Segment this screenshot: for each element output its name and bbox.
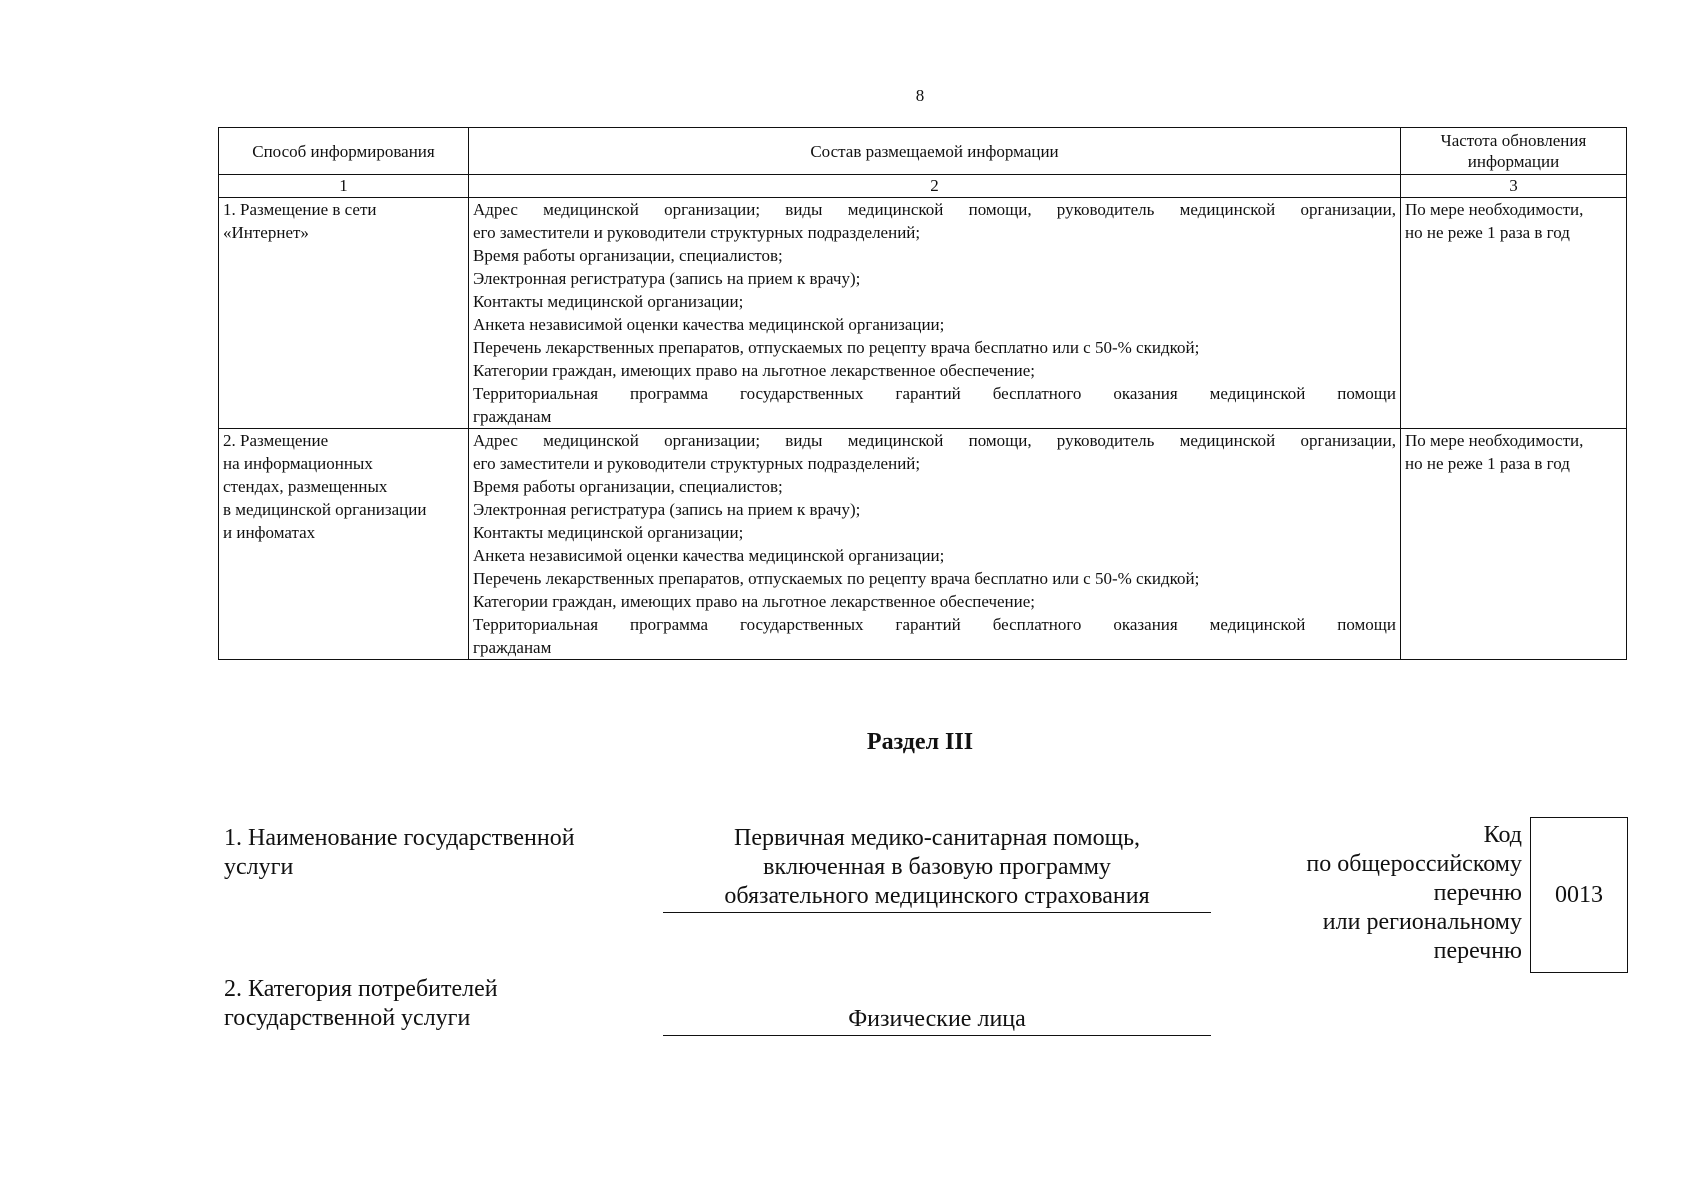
- label-line: услуги: [224, 854, 294, 880]
- cell-line: Электронная регистратура (запись на прием к врачу);: [473, 500, 861, 519]
- consumers-value: [663, 1005, 1211, 1036]
- cell-line: но не реже 1 раза в год: [1405, 223, 1570, 242]
- cell-line: Адрес медицинской организации; виды медицинской помощи, руководитель медицинской организации,: [473, 431, 1396, 450]
- value-line: обязательного медицинского страхования: [724, 883, 1150, 909]
- column-number: 1: [219, 175, 469, 198]
- cell-line: Перечень лекарственных препаратов, отпускаемых по рецепту врача бесплатно или с 50-% скидкой;: [473, 338, 1200, 357]
- cell-line: Категории граждан, имеющих право на льготное лекарственное обеспечение;: [473, 592, 1036, 611]
- cell-line: Территориальная программа государственных гарантий бесплатного оказания медицинской помощи: [473, 384, 1396, 403]
- cell-line: 2. Размещение: [223, 431, 329, 450]
- information-methods-table: [218, 127, 1627, 660]
- cell-line: Перечень лекарственных препаратов, отпускаемых по рецепту врача бесплатно или с 50-% скидкой;: [473, 569, 1200, 588]
- header-content: Состав размещаемой информации: [469, 128, 1401, 175]
- value-line: Первичная медико-санитарная помощь,: [733, 825, 1141, 851]
- column-number: 2: [469, 175, 1401, 198]
- cell-line: его заместители и руководители структурных подразделений;: [473, 223, 921, 242]
- label-line: по общероссийскому: [1306, 851, 1522, 877]
- code-value: 0013: [1555, 881, 1603, 908]
- code-label: [1260, 821, 1522, 966]
- value-line: Физические лица: [848, 1006, 1026, 1032]
- code-box: [1530, 817, 1628, 973]
- table-row: [219, 429, 1627, 660]
- label-line: Код: [1483, 822, 1522, 848]
- page-number: 8: [915, 86, 925, 105]
- cell-line: и инфоматах: [223, 523, 316, 542]
- section-title: Раздел III: [866, 729, 974, 755]
- cell-line: По мере необходимости,: [1405, 431, 1584, 450]
- table-header-row: [219, 128, 1627, 175]
- label-line: перечню: [1433, 938, 1522, 964]
- content-cell: [469, 198, 1401, 429]
- cell-line: Электронная регистратура (запись на прием к врачу);: [473, 269, 861, 288]
- label-line: 2. Категория потребителей: [224, 976, 498, 1002]
- cell-line: на информационных: [223, 454, 373, 473]
- frequency-cell: [1401, 429, 1627, 660]
- label-line: государственной услуги: [224, 1005, 471, 1031]
- cell-line: Категории граждан, имеющих право на льготное лекарственное обеспечение;: [473, 361, 1036, 380]
- cell-line: его заместители и руководители структурных подразделений;: [473, 454, 921, 473]
- header-frequency: Частота обновления информации: [1401, 128, 1627, 175]
- header-method: Способ информирования: [219, 128, 469, 175]
- service-name-label: [224, 824, 575, 882]
- cell-line: Территориальная программа государственных гарантий бесплатного оказания медицинской помощи: [473, 615, 1396, 634]
- column-number: 3: [1401, 175, 1627, 198]
- cell-line: Адрес медицинской организации; виды медицинской помощи, руководитель медицинской организации,: [473, 200, 1396, 219]
- method-cell: [219, 429, 469, 660]
- cell-line: стендах, размещенных: [223, 477, 388, 496]
- cell-line: Время работы организации, специалистов;: [473, 246, 783, 265]
- cell-line: гражданам: [473, 638, 552, 657]
- cell-line: Анкета независимой оценки качества медицинской организации;: [473, 315, 945, 334]
- column-number-row: [219, 175, 1627, 198]
- table-row: [219, 198, 1627, 429]
- cell-line: Контакты медицинской организации;: [473, 523, 744, 542]
- cell-line: Время работы организации, специалистов;: [473, 477, 783, 496]
- consumers-label: [224, 975, 498, 1033]
- content-cell: [469, 429, 1401, 660]
- cell-line: Контакты медицинской организации;: [473, 292, 744, 311]
- service-name-value: [663, 824, 1211, 913]
- cell-line: 1. Размещение в сети: [223, 200, 377, 219]
- cell-line: в медицинской организации: [223, 500, 427, 519]
- label-line: перечню: [1433, 880, 1522, 906]
- cell-line: По мере необходимости,: [1405, 200, 1584, 219]
- label-line: или региональному: [1322, 909, 1522, 935]
- frequency-cell: [1401, 198, 1627, 429]
- cell-line: но не реже 1 раза в год: [1405, 454, 1570, 473]
- cell-line: «Интернет»: [223, 223, 309, 242]
- cell-line: Анкета независимой оценки качества медицинской организации;: [473, 546, 945, 565]
- value-line: включенная в базовую программу: [763, 854, 1111, 880]
- cell-line: гражданам: [473, 407, 552, 426]
- label-line: 1. Наименование государственной: [224, 825, 575, 851]
- method-cell: [219, 198, 469, 429]
